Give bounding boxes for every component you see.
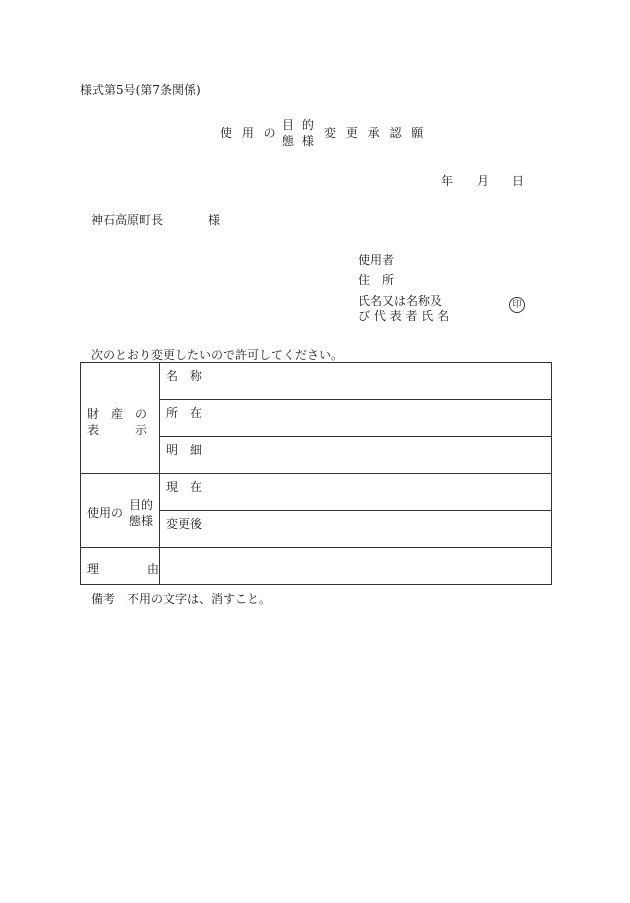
date-day: 日 [512,174,525,188]
usage-prefix: 使用の [87,506,124,520]
usage-label-cell [81,474,160,548]
usage-bottom: 態様 [129,514,154,528]
property-table [80,362,552,585]
row-location[interactable] [160,400,552,437]
intro-text: 次のとおり変更したいので許可してください。 [91,348,344,362]
date-year: 年 [441,174,454,188]
row-name-label: 名 称 [166,369,203,383]
row-current-label: 現 在 [166,480,203,494]
applicant-name-label-1: 氏名又は名称及 [358,294,443,308]
applicant-heading: 使用者 [358,253,395,267]
addressee-honorific: 様 [208,213,221,227]
applicant-name-label-2: び 代 表 者 氏 名 [358,309,450,323]
title-bottom: 態 様 [282,134,316,148]
title-top: 目 的 [282,118,316,132]
property-label-1: 財 産 の [87,407,148,421]
row-current[interactable] [160,474,552,511]
row-details-label: 明 細 [166,443,203,457]
row-after-change[interactable] [160,511,552,548]
reason-label-cell [81,548,160,585]
title-prefix: 使 用 の [220,126,279,140]
addressee-name: 神石高原町長 [91,213,164,227]
row-reason[interactable] [160,548,552,585]
form-number: 様式第5号(第7条関係) [80,83,201,97]
remark-text: 備考 不用の文字は、消すこと。 [91,592,272,606]
property-label-cell [81,363,160,474]
date-month: 月 [477,174,490,188]
reason-label: 理 由 [87,562,160,576]
seal-mark: 印 [509,297,525,313]
row-name[interactable] [160,363,552,400]
applicant-address-label: 住 所 [358,273,395,287]
row-after-change-label: 変更後 [166,517,203,531]
usage-top: 目的 [129,498,154,512]
row-details[interactable] [160,437,552,474]
row-location-label: 所 在 [166,406,203,420]
title-suffix: 変 更 承 認 願 [324,126,427,140]
property-label-2: 表 示 [87,423,148,437]
